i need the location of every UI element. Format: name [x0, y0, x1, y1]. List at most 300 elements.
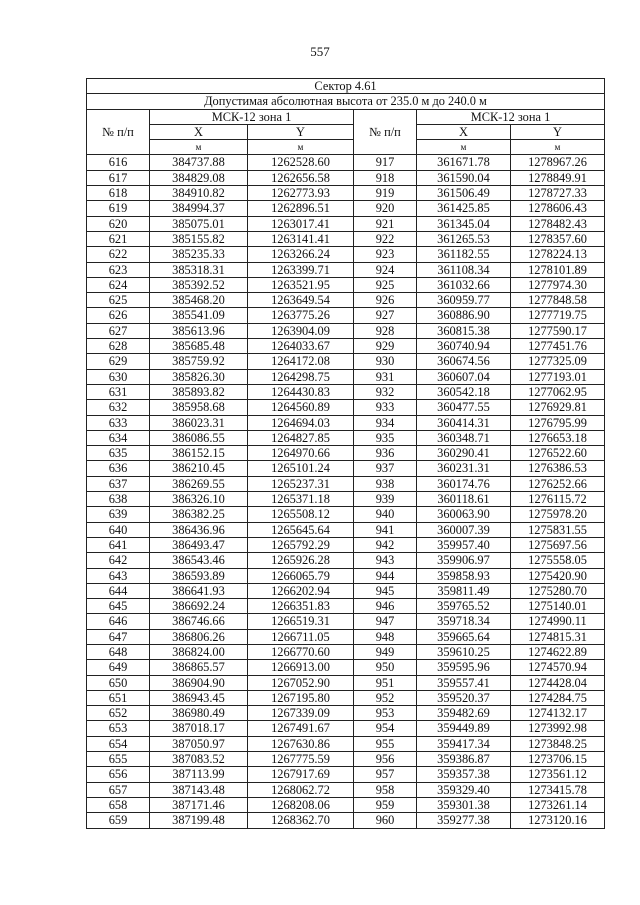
- right-x-coordinate: 359386.87: [417, 752, 511, 767]
- table-row: [87, 629, 605, 644]
- right-point-number: 938: [354, 476, 417, 491]
- right-x-coordinate: 360886.90: [417, 308, 511, 323]
- left-x-coordinate: 386865.57: [150, 660, 248, 675]
- left-point-number: 629: [87, 354, 150, 369]
- table-row: [87, 293, 605, 308]
- right-point-number: 925: [354, 277, 417, 292]
- left-x-coordinate: 387018.17: [150, 721, 248, 736]
- right-x-unit: м: [417, 140, 511, 155]
- left-y-coordinate: 1265508.12: [248, 507, 354, 522]
- right-y-coordinate: 1278224.13: [511, 247, 605, 262]
- left-point-number: 640: [87, 522, 150, 537]
- right-point-number: 952: [354, 690, 417, 705]
- left-x-coordinate: 385685.48: [150, 339, 248, 354]
- table-row: [87, 476, 605, 491]
- left-y-coordinate: 1264694.03: [248, 415, 354, 430]
- left-x-coordinate: 386023.31: [150, 415, 248, 430]
- left-y-coordinate: 1262773.93: [248, 186, 354, 201]
- left-y-coordinate: 1263775.26: [248, 308, 354, 323]
- table-row: [87, 644, 605, 659]
- right-x-coordinate: 361108.34: [417, 262, 511, 277]
- left-point-number: 616: [87, 155, 150, 170]
- left-point-number: 622: [87, 247, 150, 262]
- right-point-number: 923: [354, 247, 417, 262]
- left-y-coordinate: 1264033.67: [248, 339, 354, 354]
- right-x-coordinate: 361265.53: [417, 231, 511, 246]
- right-point-number: 955: [354, 736, 417, 751]
- right-x-coordinate: 359665.64: [417, 629, 511, 644]
- left-point-number: 658: [87, 797, 150, 812]
- right-y-coordinate: 1276386.53: [511, 461, 605, 476]
- table-row: [87, 675, 605, 690]
- left-y-coordinate: 1265371.18: [248, 492, 354, 507]
- table-row: [87, 277, 605, 292]
- right-point-number: 948: [354, 629, 417, 644]
- left-x-coordinate: 387083.52: [150, 752, 248, 767]
- left-point-number: 625: [87, 293, 150, 308]
- left-point-number: 621: [87, 231, 150, 246]
- left-y-coordinate: 1263141.41: [248, 231, 354, 246]
- left-x-coordinate: 385318.31: [150, 262, 248, 277]
- left-x-coordinate: 385893.82: [150, 384, 248, 399]
- left-x-coordinate: 386269.55: [150, 476, 248, 491]
- right-x-coordinate: 360348.71: [417, 430, 511, 445]
- right-x-coordinate: 359811.49: [417, 583, 511, 598]
- right-y-coordinate: 1278101.89: [511, 262, 605, 277]
- left-y-header: Y: [248, 124, 354, 139]
- right-x-coordinate: 359329.40: [417, 782, 511, 797]
- left-point-number: 656: [87, 767, 150, 782]
- left-y-coordinate: 1267630.86: [248, 736, 354, 751]
- right-y-coordinate: 1273415.78: [511, 782, 605, 797]
- left-x-coordinate: 385235.33: [150, 247, 248, 262]
- left-x-coordinate: 386641.93: [150, 583, 248, 598]
- left-x-coordinate: 386326.10: [150, 492, 248, 507]
- left-x-coordinate: 385759.92: [150, 354, 248, 369]
- right-point-number: 930: [354, 354, 417, 369]
- left-point-number: 652: [87, 706, 150, 721]
- left-x-coordinate: 385392.52: [150, 277, 248, 292]
- left-x-coordinate: 386436.96: [150, 522, 248, 537]
- right-x-coordinate: 360542.18: [417, 384, 511, 399]
- right-y-coordinate: 1274622.89: [511, 644, 605, 659]
- left-x-coordinate: 387113.99: [150, 767, 248, 782]
- right-y-coordinate: 1274284.75: [511, 690, 605, 705]
- left-y-coordinate: 1267195.80: [248, 690, 354, 705]
- table-row: [87, 201, 605, 216]
- left-y-coordinate: 1264298.75: [248, 369, 354, 384]
- table-row: [87, 369, 605, 384]
- left-y-coordinate: 1267775.59: [248, 752, 354, 767]
- left-point-number: 618: [87, 186, 150, 201]
- right-x-coordinate: 359417.34: [417, 736, 511, 751]
- left-y-coordinate: 1266202.94: [248, 583, 354, 598]
- right-point-number: 920: [354, 201, 417, 216]
- table-row: [87, 660, 605, 675]
- right-point-number: 917: [354, 155, 417, 170]
- left-point-number: 651: [87, 690, 150, 705]
- left-point-number: 646: [87, 614, 150, 629]
- left-x-coordinate: 384737.88: [150, 155, 248, 170]
- left-point-number: 617: [87, 170, 150, 185]
- right-point-number: 940: [354, 507, 417, 522]
- right-x-coordinate: 359557.41: [417, 675, 511, 690]
- table-row: [87, 339, 605, 354]
- right-point-number: 927: [354, 308, 417, 323]
- table-row: [87, 507, 605, 522]
- left-point-number: 659: [87, 813, 150, 828]
- right-point-number: 936: [354, 446, 417, 461]
- table-row: [87, 583, 605, 598]
- right-point-number: 935: [354, 430, 417, 445]
- right-x-coordinate: 360231.31: [417, 461, 511, 476]
- right-y-header: Y: [511, 124, 605, 139]
- left-x-unit: м: [150, 140, 248, 155]
- right-point-number: 921: [354, 216, 417, 231]
- left-y-coordinate: 1266351.83: [248, 599, 354, 614]
- right-point-number: 950: [354, 660, 417, 675]
- left-x-coordinate: 386493.47: [150, 537, 248, 552]
- right-x-coordinate: 359520.37: [417, 690, 511, 705]
- left-y-coordinate: 1264172.08: [248, 354, 354, 369]
- left-point-number: 655: [87, 752, 150, 767]
- table-row: [87, 446, 605, 461]
- left-point-number: 648: [87, 644, 150, 659]
- table-row: [87, 797, 605, 812]
- table-row: [87, 568, 605, 583]
- left-x-coordinate: 386152.15: [150, 446, 248, 461]
- table-row: [87, 262, 605, 277]
- right-point-number: 951: [354, 675, 417, 690]
- right-y-coordinate: 1275978.20: [511, 507, 605, 522]
- table-row: [87, 736, 605, 751]
- right-y-coordinate: 1274815.31: [511, 629, 605, 644]
- right-x-coordinate: 361425.85: [417, 201, 511, 216]
- table-row: [87, 782, 605, 797]
- right-x-coordinate: 360674.56: [417, 354, 511, 369]
- left-x-coordinate: 385075.01: [150, 216, 248, 231]
- right-x-coordinate: 360290.41: [417, 446, 511, 461]
- right-y-coordinate: 1273848.25: [511, 736, 605, 751]
- left-x-coordinate: 386593.89: [150, 568, 248, 583]
- right-point-number: 919: [354, 186, 417, 201]
- table-row: [87, 461, 605, 476]
- left-x-coordinate: 385958.68: [150, 400, 248, 415]
- right-x-coordinate: 360477.55: [417, 400, 511, 415]
- right-point-number: 943: [354, 553, 417, 568]
- right-y-coordinate: 1278482.43: [511, 216, 605, 231]
- left-x-coordinate: 387199.48: [150, 813, 248, 828]
- table-row: [87, 231, 605, 246]
- left-y-coordinate: 1263649.54: [248, 293, 354, 308]
- right-x-coordinate: 359277.38: [417, 813, 511, 828]
- right-x-coordinate: 361345.04: [417, 216, 511, 231]
- table-row: [87, 186, 605, 201]
- left-x-header: X: [150, 124, 248, 139]
- right-point-number: 949: [354, 644, 417, 659]
- table-row: [87, 553, 605, 568]
- left-x-coordinate: 384994.37: [150, 201, 248, 216]
- left-x-coordinate: 386543.46: [150, 553, 248, 568]
- left-x-coordinate: 387050.97: [150, 736, 248, 751]
- right-x-coordinate: 359765.52: [417, 599, 511, 614]
- right-point-number: 934: [354, 415, 417, 430]
- right-y-coordinate: 1273706.15: [511, 752, 605, 767]
- right-y-coordinate: 1276115.72: [511, 492, 605, 507]
- left-y-coordinate: 1263266.24: [248, 247, 354, 262]
- left-y-coordinate: 1265237.31: [248, 476, 354, 491]
- table-row: [87, 767, 605, 782]
- right-x-coordinate: 360959.77: [417, 293, 511, 308]
- left-x-coordinate: 385826.30: [150, 369, 248, 384]
- left-point-number: 627: [87, 323, 150, 338]
- height-range-caption: Допустимая абсолютная высота от 235.0 м до 240.0 м: [87, 94, 605, 109]
- left-point-number: 649: [87, 660, 150, 675]
- right-point-number: 960: [354, 813, 417, 828]
- left-point-number: 644: [87, 583, 150, 598]
- right-y-coordinate: 1274132.17: [511, 706, 605, 721]
- right-coordinate-system-header: МСК-12 зона 1: [417, 109, 605, 124]
- left-x-coordinate: 385613.96: [150, 323, 248, 338]
- left-point-number: 654: [87, 736, 150, 751]
- left-point-number: 630: [87, 369, 150, 384]
- right-x-coordinate: 359718.34: [417, 614, 511, 629]
- right-number-header: № п/п: [354, 109, 417, 155]
- left-point-number: 624: [87, 277, 150, 292]
- right-point-number: 931: [354, 369, 417, 384]
- left-x-coordinate: 386943.45: [150, 690, 248, 705]
- right-point-number: 942: [354, 537, 417, 552]
- table-row: [87, 721, 605, 736]
- left-x-coordinate: 386382.25: [150, 507, 248, 522]
- table-row: [87, 492, 605, 507]
- left-point-number: 636: [87, 461, 150, 476]
- left-y-coordinate: 1266913.00: [248, 660, 354, 675]
- table-row: [87, 752, 605, 767]
- right-point-number: 937: [354, 461, 417, 476]
- table-row: [87, 537, 605, 552]
- table-row: [87, 690, 605, 705]
- right-y-coordinate: 1276795.99: [511, 415, 605, 430]
- right-y-coordinate: 1275280.70: [511, 583, 605, 598]
- left-y-coordinate: 1263399.71: [248, 262, 354, 277]
- right-point-number: 953: [354, 706, 417, 721]
- right-x-coordinate: 359595.96: [417, 660, 511, 675]
- right-point-number: 932: [354, 384, 417, 399]
- right-y-coordinate: 1278967.26: [511, 155, 605, 170]
- right-x-coordinate: 361032.66: [417, 277, 511, 292]
- right-y-unit: м: [511, 140, 605, 155]
- right-y-coordinate: 1275140.01: [511, 599, 605, 614]
- left-point-number: 638: [87, 492, 150, 507]
- left-y-coordinate: 1267339.09: [248, 706, 354, 721]
- right-x-coordinate: 359858.93: [417, 568, 511, 583]
- right-x-coordinate: 360815.38: [417, 323, 511, 338]
- left-point-number: 628: [87, 339, 150, 354]
- right-x-coordinate: 360174.76: [417, 476, 511, 491]
- right-y-coordinate: 1278606.43: [511, 201, 605, 216]
- right-point-number: 939: [354, 492, 417, 507]
- left-point-number: 645: [87, 599, 150, 614]
- right-y-coordinate: 1276252.66: [511, 476, 605, 491]
- left-y-coordinate: 1267491.67: [248, 721, 354, 736]
- right-y-coordinate: 1277062.95: [511, 384, 605, 399]
- left-point-number: 619: [87, 201, 150, 216]
- right-point-number: 944: [354, 568, 417, 583]
- right-point-number: 954: [354, 721, 417, 736]
- left-y-coordinate: 1263521.95: [248, 277, 354, 292]
- right-x-coordinate: 361182.55: [417, 247, 511, 262]
- left-x-coordinate: 386904.90: [150, 675, 248, 690]
- right-x-coordinate: 361506.49: [417, 186, 511, 201]
- right-point-number: 959: [354, 797, 417, 812]
- right-x-coordinate: 360118.61: [417, 492, 511, 507]
- right-y-coordinate: 1274990.11: [511, 614, 605, 629]
- right-y-coordinate: 1278727.33: [511, 186, 605, 201]
- right-point-number: 957: [354, 767, 417, 782]
- table-row: [87, 354, 605, 369]
- table-row: [87, 170, 605, 185]
- page-number: 557: [310, 44, 330, 59]
- left-y-coordinate: 1263904.09: [248, 323, 354, 338]
- left-y-coordinate: 1263017.41: [248, 216, 354, 231]
- right-point-number: 926: [354, 293, 417, 308]
- left-x-coordinate: 386824.00: [150, 644, 248, 659]
- left-coordinate-system-header: МСК-12 зона 1: [150, 109, 354, 124]
- right-x-coordinate: 361671.78: [417, 155, 511, 170]
- left-y-coordinate: 1265645.64: [248, 522, 354, 537]
- right-y-coordinate: 1275831.55: [511, 522, 605, 537]
- left-y-coordinate: 1268062.72: [248, 782, 354, 797]
- left-point-number: 643: [87, 568, 150, 583]
- right-point-number: 945: [354, 583, 417, 598]
- right-point-number: 947: [354, 614, 417, 629]
- left-point-number: 623: [87, 262, 150, 277]
- right-x-coordinate: 360063.90: [417, 507, 511, 522]
- left-y-coordinate: 1262528.60: [248, 155, 354, 170]
- left-y-coordinate: 1265926.28: [248, 553, 354, 568]
- sector-title: Сектор 4.61: [87, 79, 605, 94]
- table-row: [87, 430, 605, 445]
- right-y-coordinate: 1277325.09: [511, 354, 605, 369]
- left-y-coordinate: 1264560.89: [248, 400, 354, 415]
- left-x-coordinate: 385155.82: [150, 231, 248, 246]
- left-y-coordinate: 1264430.83: [248, 384, 354, 399]
- right-y-coordinate: 1277193.01: [511, 369, 605, 384]
- right-y-coordinate: 1273120.16: [511, 813, 605, 828]
- right-y-coordinate: 1276929.81: [511, 400, 605, 415]
- right-y-coordinate: 1273992.98: [511, 721, 605, 736]
- right-x-header: X: [417, 124, 511, 139]
- left-point-number: 639: [87, 507, 150, 522]
- right-x-coordinate: 359610.25: [417, 644, 511, 659]
- table-row: [87, 323, 605, 338]
- left-x-coordinate: 384829.08: [150, 170, 248, 185]
- table-row: [87, 415, 605, 430]
- left-point-number: 633: [87, 415, 150, 430]
- right-y-coordinate: 1274428.04: [511, 675, 605, 690]
- right-y-coordinate: 1274570.94: [511, 660, 605, 675]
- table-row: [87, 522, 605, 537]
- left-point-number: 650: [87, 675, 150, 690]
- right-point-number: 928: [354, 323, 417, 338]
- left-point-number: 635: [87, 446, 150, 461]
- right-y-coordinate: 1275558.05: [511, 553, 605, 568]
- right-y-coordinate: 1275697.56: [511, 537, 605, 552]
- table-row: [87, 400, 605, 415]
- coordinates-table-body: [87, 155, 605, 828]
- right-point-number: 929: [354, 339, 417, 354]
- left-y-coordinate: 1262656.58: [248, 170, 354, 185]
- left-x-coordinate: 387143.48: [150, 782, 248, 797]
- left-y-coordinate: 1267052.90: [248, 675, 354, 690]
- left-y-coordinate: 1264970.66: [248, 446, 354, 461]
- left-x-coordinate: 386210.45: [150, 461, 248, 476]
- left-point-number: 626: [87, 308, 150, 323]
- left-y-unit: м: [248, 140, 354, 155]
- right-x-coordinate: 361590.04: [417, 170, 511, 185]
- coordinates-table: [86, 78, 605, 829]
- left-point-number: 641: [87, 537, 150, 552]
- left-y-coordinate: 1266519.31: [248, 614, 354, 629]
- table-row: [87, 216, 605, 231]
- left-y-coordinate: 1268362.70: [248, 813, 354, 828]
- left-x-coordinate: 384910.82: [150, 186, 248, 201]
- right-y-coordinate: 1273261.14: [511, 797, 605, 812]
- left-point-number: 657: [87, 782, 150, 797]
- right-x-coordinate: 360740.94: [417, 339, 511, 354]
- right-x-coordinate: 360414.31: [417, 415, 511, 430]
- left-y-coordinate: 1265101.24: [248, 461, 354, 476]
- left-point-number: 647: [87, 629, 150, 644]
- right-x-coordinate: 360607.04: [417, 369, 511, 384]
- right-point-number: 941: [354, 522, 417, 537]
- right-x-coordinate: 359357.38: [417, 767, 511, 782]
- right-y-coordinate: 1273561.12: [511, 767, 605, 782]
- table-row: [87, 706, 605, 721]
- left-x-coordinate: 386086.55: [150, 430, 248, 445]
- table-row: [87, 599, 605, 614]
- left-point-number: 653: [87, 721, 150, 736]
- left-point-number: 637: [87, 476, 150, 491]
- right-y-coordinate: 1277590.17: [511, 323, 605, 338]
- table-row: [87, 155, 605, 170]
- right-x-coordinate: 359957.40: [417, 537, 511, 552]
- right-x-coordinate: 360007.39: [417, 522, 511, 537]
- table-row: [87, 384, 605, 399]
- right-y-coordinate: 1276522.60: [511, 446, 605, 461]
- right-x-coordinate: 359301.38: [417, 797, 511, 812]
- right-y-coordinate: 1277451.76: [511, 339, 605, 354]
- right-x-coordinate: 359482.69: [417, 706, 511, 721]
- left-point-number: 631: [87, 384, 150, 399]
- left-x-coordinate: 386806.26: [150, 629, 248, 644]
- right-x-coordinate: 359449.89: [417, 721, 511, 736]
- table-row: [87, 247, 605, 262]
- left-x-coordinate: 385541.09: [150, 308, 248, 323]
- left-x-coordinate: 385468.20: [150, 293, 248, 308]
- right-point-number: 958: [354, 782, 417, 797]
- left-y-coordinate: 1266065.79: [248, 568, 354, 583]
- right-point-number: 956: [354, 752, 417, 767]
- left-y-coordinate: 1266770.60: [248, 644, 354, 659]
- table-row: [87, 813, 605, 828]
- right-y-coordinate: 1278849.91: [511, 170, 605, 185]
- table-row: [87, 614, 605, 629]
- right-y-coordinate: 1276653.18: [511, 430, 605, 445]
- left-y-coordinate: 1262896.51: [248, 201, 354, 216]
- left-point-number: 642: [87, 553, 150, 568]
